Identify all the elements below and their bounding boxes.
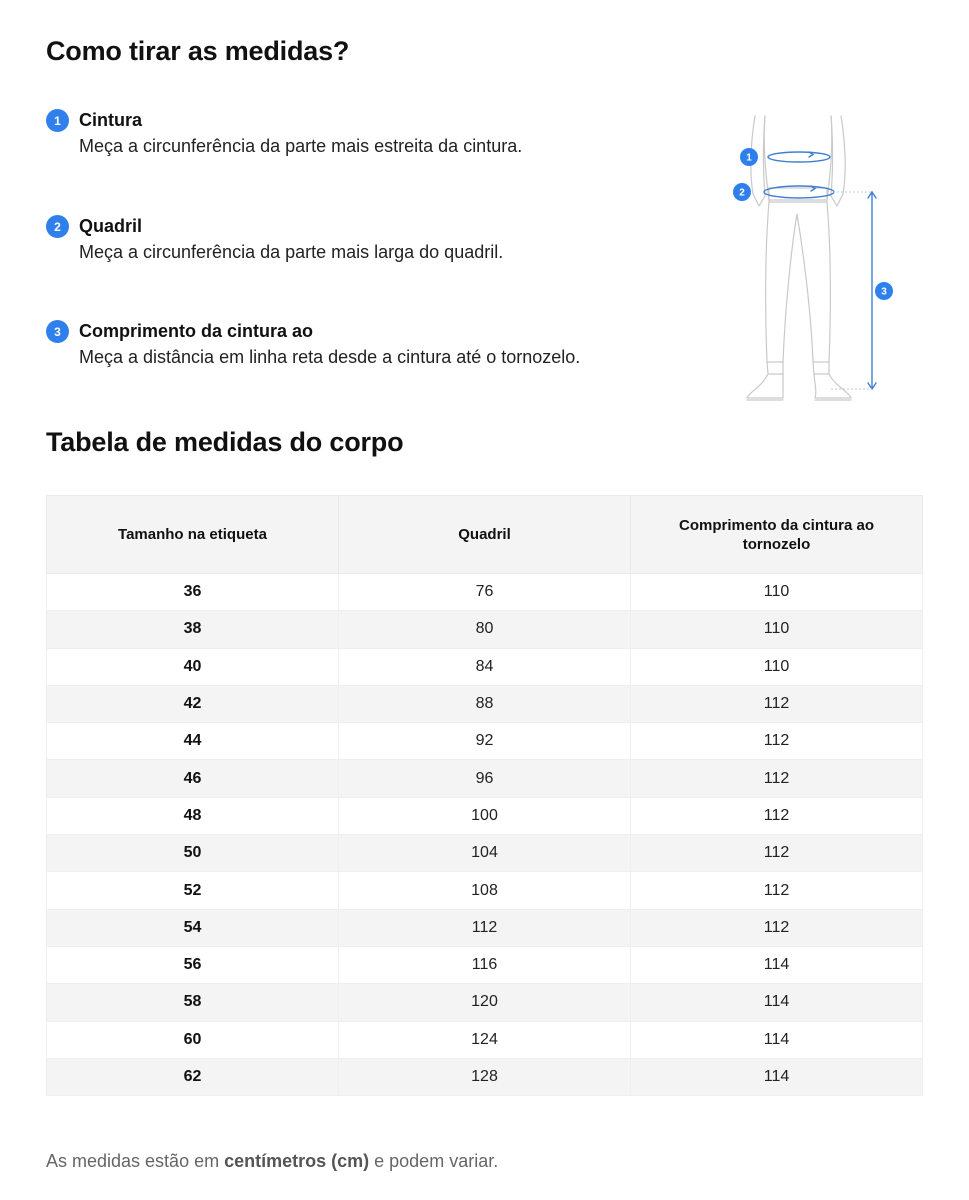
figure-marker-waist [740, 148, 758, 166]
table-row [47, 611, 923, 648]
step-number-badge: 2 [46, 215, 69, 238]
units-note-suffix: e podem variar. [369, 1151, 499, 1171]
size-cell: 44 [47, 723, 339, 760]
length-cell: 112 [631, 835, 923, 872]
figure-marker-hip [733, 183, 751, 201]
step-number-badge: 1 [46, 109, 69, 132]
hip-cell: 92 [339, 723, 631, 760]
size-cell: 40 [47, 648, 339, 685]
table-row [47, 723, 923, 760]
size-cell: 46 [47, 760, 339, 797]
length-cell: 112 [631, 909, 923, 946]
step-description: Meça a circunferência da parte mais larga do quadril. [79, 242, 504, 262]
hip-cell: 88 [339, 685, 631, 722]
column-header-hip: Quadril [339, 496, 631, 574]
hip-cell: 120 [339, 984, 631, 1021]
table-header-row [47, 496, 923, 574]
svg-text:2: 2 [739, 187, 745, 199]
table-row [47, 909, 923, 946]
step-title: Comprimento da cintura ao [79, 321, 314, 341]
length-cell: 112 [631, 872, 923, 909]
length-cell: 112 [631, 797, 923, 834]
size-cell: 42 [47, 685, 339, 722]
table-row [47, 984, 923, 1021]
size-table [46, 495, 923, 1096]
hip-cell: 104 [339, 835, 631, 872]
size-cell: 56 [47, 946, 339, 983]
step-description: Meça a circunferência da parte mais estreita da cintura. [79, 136, 523, 156]
hip-cell: 128 [339, 1058, 631, 1095]
size-cell: 52 [47, 872, 339, 909]
how-to-measure-title: Como tirar as medidas? [46, 36, 350, 66]
length-cell: 114 [631, 984, 923, 1021]
table-row [47, 685, 923, 722]
table-row [47, 1058, 923, 1095]
table-row [47, 1021, 923, 1058]
hip-cell: 112 [339, 909, 631, 946]
column-header-length: Comprimento da cintura ao tornozelo [631, 496, 923, 574]
step-number-badge: 3 [46, 320, 69, 343]
size-table-title: Tabela de medidas do corpo [46, 427, 404, 457]
step-title: Quadril [79, 216, 143, 236]
length-cell: 112 [631, 723, 923, 760]
hip-cell: 84 [339, 648, 631, 685]
length-cell: 114 [631, 1021, 923, 1058]
hip-cell: 80 [339, 611, 631, 648]
svg-text:1: 1 [746, 152, 752, 164]
length-cell: 110 [631, 648, 923, 685]
table-row [47, 946, 923, 983]
hip-cell: 124 [339, 1021, 631, 1058]
length-cell: 112 [631, 760, 923, 797]
table-row [47, 835, 923, 872]
length-cell: 114 [631, 1058, 923, 1095]
table-row [47, 760, 923, 797]
step-description: Meça a distância em linha reta desde a cintura até o tornozelo. [79, 347, 581, 367]
size-cell: 50 [47, 835, 339, 872]
hip-cell: 76 [339, 574, 631, 611]
hip-cell: 100 [339, 797, 631, 834]
length-cell: 114 [631, 946, 923, 983]
svg-text:3: 3 [881, 286, 887, 298]
units-note-prefix: As medidas estão em [46, 1151, 225, 1171]
units-note [46, 1151, 498, 1172]
table-row [47, 648, 923, 685]
length-cell: 110 [631, 611, 923, 648]
table-row [47, 574, 923, 611]
units-note-unit: centímetros (cm) [224, 1151, 370, 1171]
length-cell: 112 [631, 685, 923, 722]
column-header-size: Tamanho na etiqueta [47, 496, 339, 574]
size-cell: 36 [47, 574, 339, 611]
body-figure-illustration [725, 110, 905, 406]
figure-marker-length [875, 282, 893, 300]
size-cell: 38 [47, 611, 339, 648]
step-title: Cintura [79, 110, 142, 130]
size-cell: 54 [47, 909, 339, 946]
size-cell: 48 [47, 797, 339, 834]
hip-cell: 96 [339, 760, 631, 797]
length-cell: 110 [631, 574, 923, 611]
size-cell: 60 [47, 1021, 339, 1058]
table-row [47, 797, 923, 834]
table-row [47, 872, 923, 909]
size-cell: 62 [47, 1058, 339, 1095]
hip-cell: 116 [339, 946, 631, 983]
size-cell: 58 [47, 984, 339, 1021]
hip-cell: 108 [339, 872, 631, 909]
